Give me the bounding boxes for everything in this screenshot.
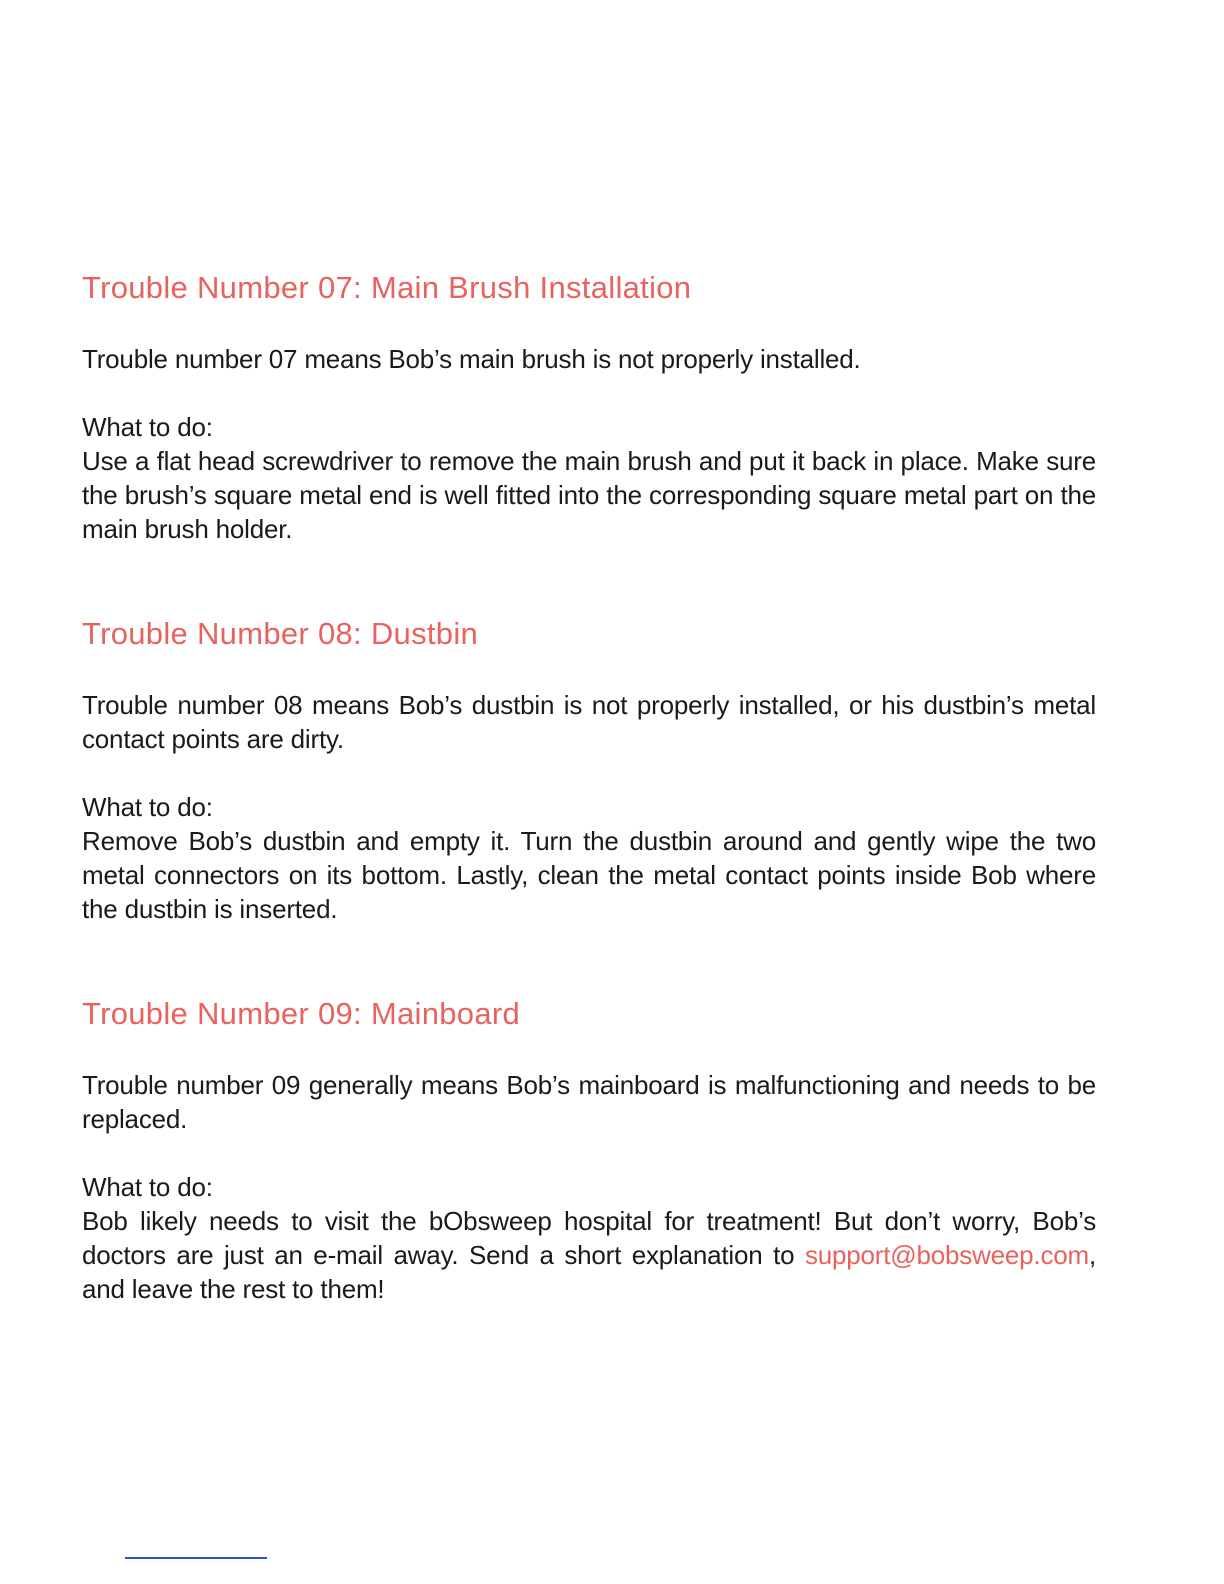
footer-rule — [125, 1557, 267, 1559]
trouble-09-what-to-do-end: , and leave the rest to them! — [82, 1240, 1096, 1304]
trouble-09-what-to-do-label: What to do: — [82, 1172, 213, 1202]
trouble-09-what-to-do-text: Bob likely needs to visit the bObsweep hospital for treatment! But don’t worry, Bob’s doctors are just an e-mail away. Send a short explanation to — [82, 1206, 1096, 1270]
support-email-link[interactable]: support@bobsweep.com — [804, 1240, 1089, 1270]
trouble-07-title: Trouble Number 07: Main Brush Installation — [82, 270, 692, 305]
trouble-09-what-to-do — [82, 1204, 1096, 1306]
trouble-08-title: Trouble Number 08: Dustbin — [82, 616, 479, 651]
trouble-09-meaning: Trouble number 09 generally means Bob’s mainboard is malfunctioning and needs to be replaced. — [82, 1070, 1096, 1134]
trouble-07-what-to-do-label: What to do: — [82, 412, 213, 442]
trouble-08-what-to-do: Remove Bob’s dustbin and empty it. Turn the dustbin around and gently wipe the two metal connectors on its bottom. Lastly, clean the metal contact points inside Bob where the dustbin is inserted. — [82, 826, 1096, 924]
trouble-08-what-to-do-label: What to do: — [82, 792, 213, 822]
trouble-09-section — [82, 994, 1096, 1306]
trouble-08-section — [82, 614, 1096, 926]
trouble-09-title: Trouble Number 09: Mainboard — [82, 996, 521, 1031]
trouble-07-what-to-do: Use a flat head screwdriver to remove the main brush and put it back in place. Make sure the brush’s square metal end is well fitted into the corresponding square metal part on the main brush holder. — [82, 446, 1096, 544]
trouble-08-meaning: Trouble number 08 means Bob’s dustbin is not properly installed, or his dustbin’s metal contact points are dirty. — [82, 690, 1096, 754]
trouble-07-meaning: Trouble number 07 means Bob’s main brush is not properly installed. — [82, 344, 861, 374]
trouble-07-section — [82, 268, 1096, 546]
